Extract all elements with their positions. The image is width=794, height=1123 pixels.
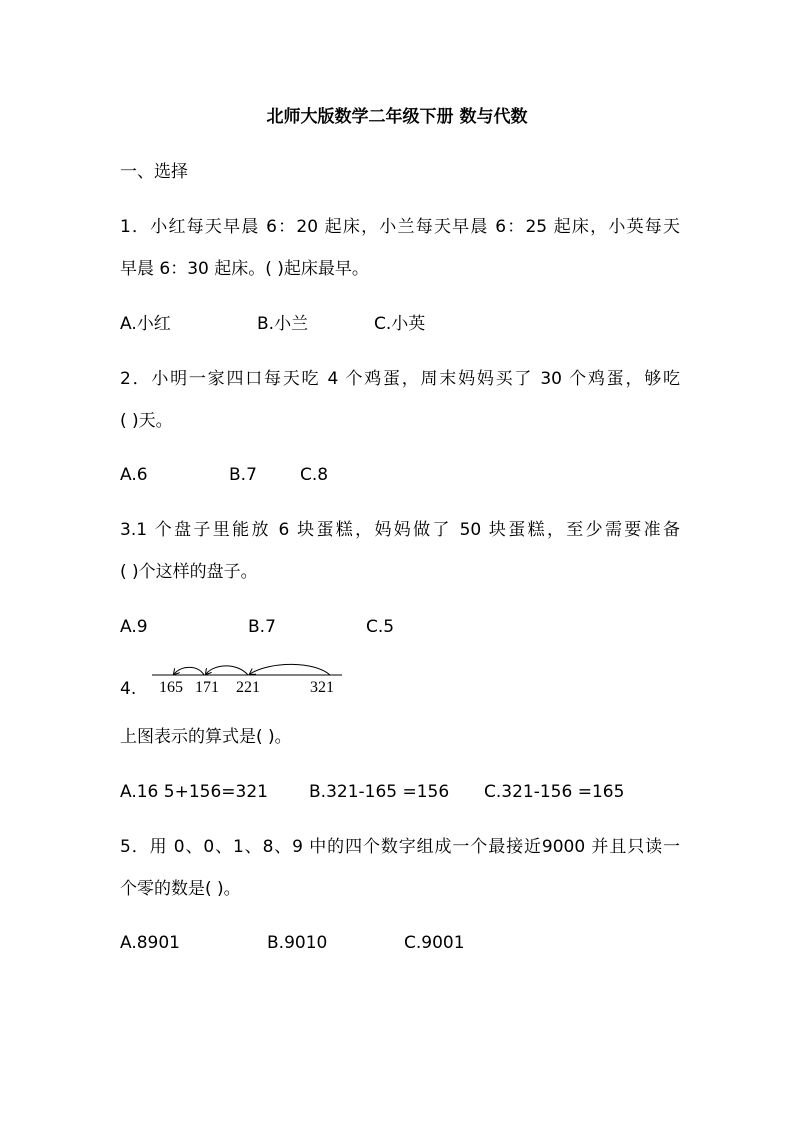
question-2-option-c: C.8 [300, 465, 329, 485]
question-4-text: 上图表示的算式是( )。 [120, 727, 292, 747]
number-line-svg [150, 655, 350, 700]
question-4-option-c: C.321-156 =165 [484, 782, 625, 802]
number-line-jump-arrow-3 [174, 667, 204, 675]
question-5-option-b: B.9010 [267, 933, 328, 953]
question-4-number: 4. [120, 679, 137, 699]
question-3-option-c: C.5 [366, 617, 395, 637]
question-1-option-a: A.小红 [120, 314, 171, 334]
question-3-line-1: 3.1 个盘子里能放 6 块蛋糕，妈妈做了 50 块蛋糕，至少需要准备 [120, 520, 680, 540]
question-4-option-b: B.321-165 =156 [309, 782, 450, 802]
section-heading: 一、选择 [120, 162, 188, 182]
question-2-option-a: A.6 [120, 465, 148, 485]
number-line-jump-arrow-1 [250, 664, 330, 675]
number-line-label: 221 [236, 679, 260, 696]
question-1-line-2: 早晨 6：30 起床。( )起床最早。 [120, 259, 369, 279]
question-2-line-1: 2．小明一家四口每天吃 4 个鸡蛋，周末妈妈买了 30 个鸡蛋，够吃 [120, 369, 680, 389]
question-5-line-2: 个零的数是( )。 [120, 879, 241, 899]
question-5-option-c: C.9001 [404, 933, 465, 953]
question-2-line-2: ( )天。 [120, 411, 173, 431]
number-line-label: 321 [310, 679, 334, 696]
question-1-option-c: C.小英 [374, 314, 426, 334]
number-line-jump-arrow-2 [206, 666, 248, 675]
question-4-option-a: A.16 5+156=321 [120, 782, 268, 802]
question-3-option-a: A.9 [120, 617, 148, 637]
page-title: 北师大版数学二年级下册 数与代数 [266, 107, 528, 127]
question-3-line-2: ( )个这样的盘子。 [120, 562, 258, 582]
question-5-option-a: A.8901 [120, 933, 180, 953]
number-line-figure [150, 655, 350, 700]
number-line-label: 171 [195, 679, 219, 696]
question-2-option-b: B.7 [229, 465, 257, 485]
question-1-line-1: 1．小红每天早晨 6：20 起床，小兰每天早晨 6：25 起床，小英每天 [120, 217, 680, 237]
question-3-option-b: B.7 [248, 617, 276, 637]
number-line-label: 165 [159, 679, 183, 696]
question-5-line-1: 5．用 0、0、1、8、9 中的四个数字组成一个最接近9000 并且只读一 [120, 837, 680, 857]
question-1-option-b: B.小兰 [257, 314, 309, 334]
